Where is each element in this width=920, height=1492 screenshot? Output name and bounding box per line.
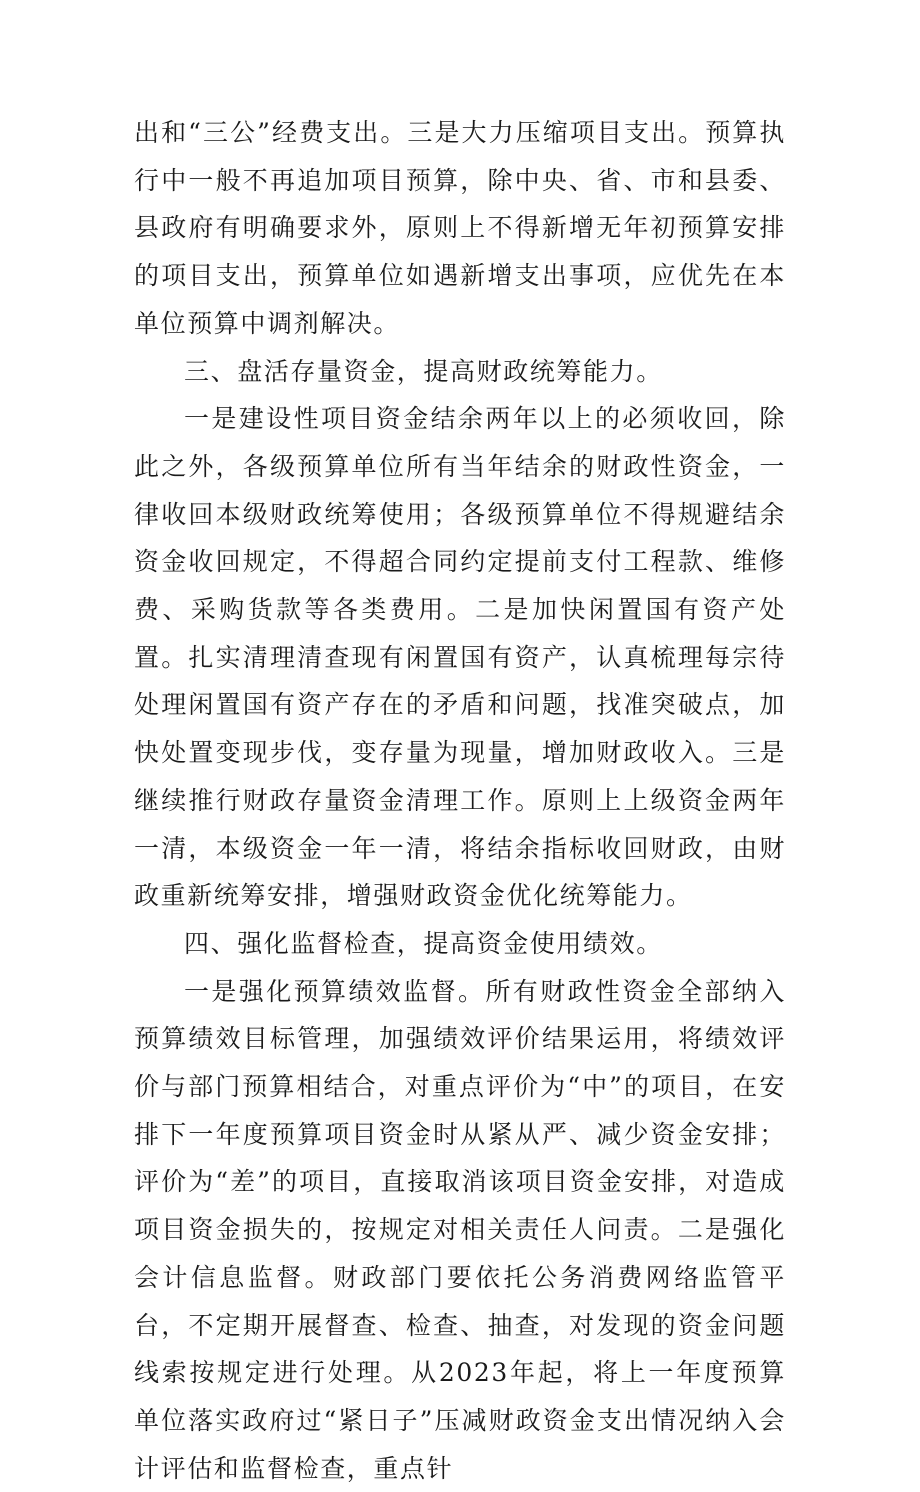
paragraph-section-four: 一是强化预算绩效监督。所有财政性资金全部纳入预算绩效目标管理，加强绩效评价结果运用，将绩效评价与部门预算相结合，对重点评价为“中”的项目，在安排下一年度预算项目资金时从紧从严、减少资金安排；评价为“差”的项目，直接取消该项目资金安排，对造成项目资金损失的，按规定对相关责任人问责。二是强化会计信息监督。财政部门要依托公务消费网络监管平台，不定期开展督查、检查、抽查，对发现的资金问题线索按规定进行处理。从2023年起，将上一年度预算单位落实政府过“紧日子”压减财政资金支出情况纳入会计评估和监督检查，重点针 (134, 976, 786, 1483)
document-body (134, 109, 786, 1492)
paragraph-section-three: 一是建设性项目资金结余两年以上的必须收回，除此之外，各级预算单位所有当年结余的财政性资金，一律收回本级财政统筹使用；各级预算单位不得规避结余资金收回规定，不得超合同约定提前支付工程款、维修费、采购货款等各类费用。二是加快闲置国有资产处置。扎实清理清查现有闲置国有资产，认真梳理每宗待处理闲置国有资产存在的矛盾和问题，找准突破点，加快处置变现步伐，变存量为现量，增加财政收入。三是继续推行财政存量资金清理工作。原则上上级资金两年一清，本级资金一年一清，将结余指标收回财政，由财政重新统筹安排，增强财政资金优化统筹能力。 (134, 404, 786, 911)
section-heading-three: 三、盘活存量资金，提高财政统筹能力。 (184, 356, 663, 386)
section-heading-four: 四、强化监督检查，提高资金使用绩效。 (184, 928, 663, 958)
paragraph-continued: 出和“三公”经费支出。三是大力压缩项目支出。预算执行中一般不再追加项目预算，除中央、省、市和县委、县政府有明确要求外，原则上不得新增无年初预算安排的项目支出，预算单位如遇新增支出事项，应优先在本单位预算中调剂解决。 (134, 118, 786, 338)
